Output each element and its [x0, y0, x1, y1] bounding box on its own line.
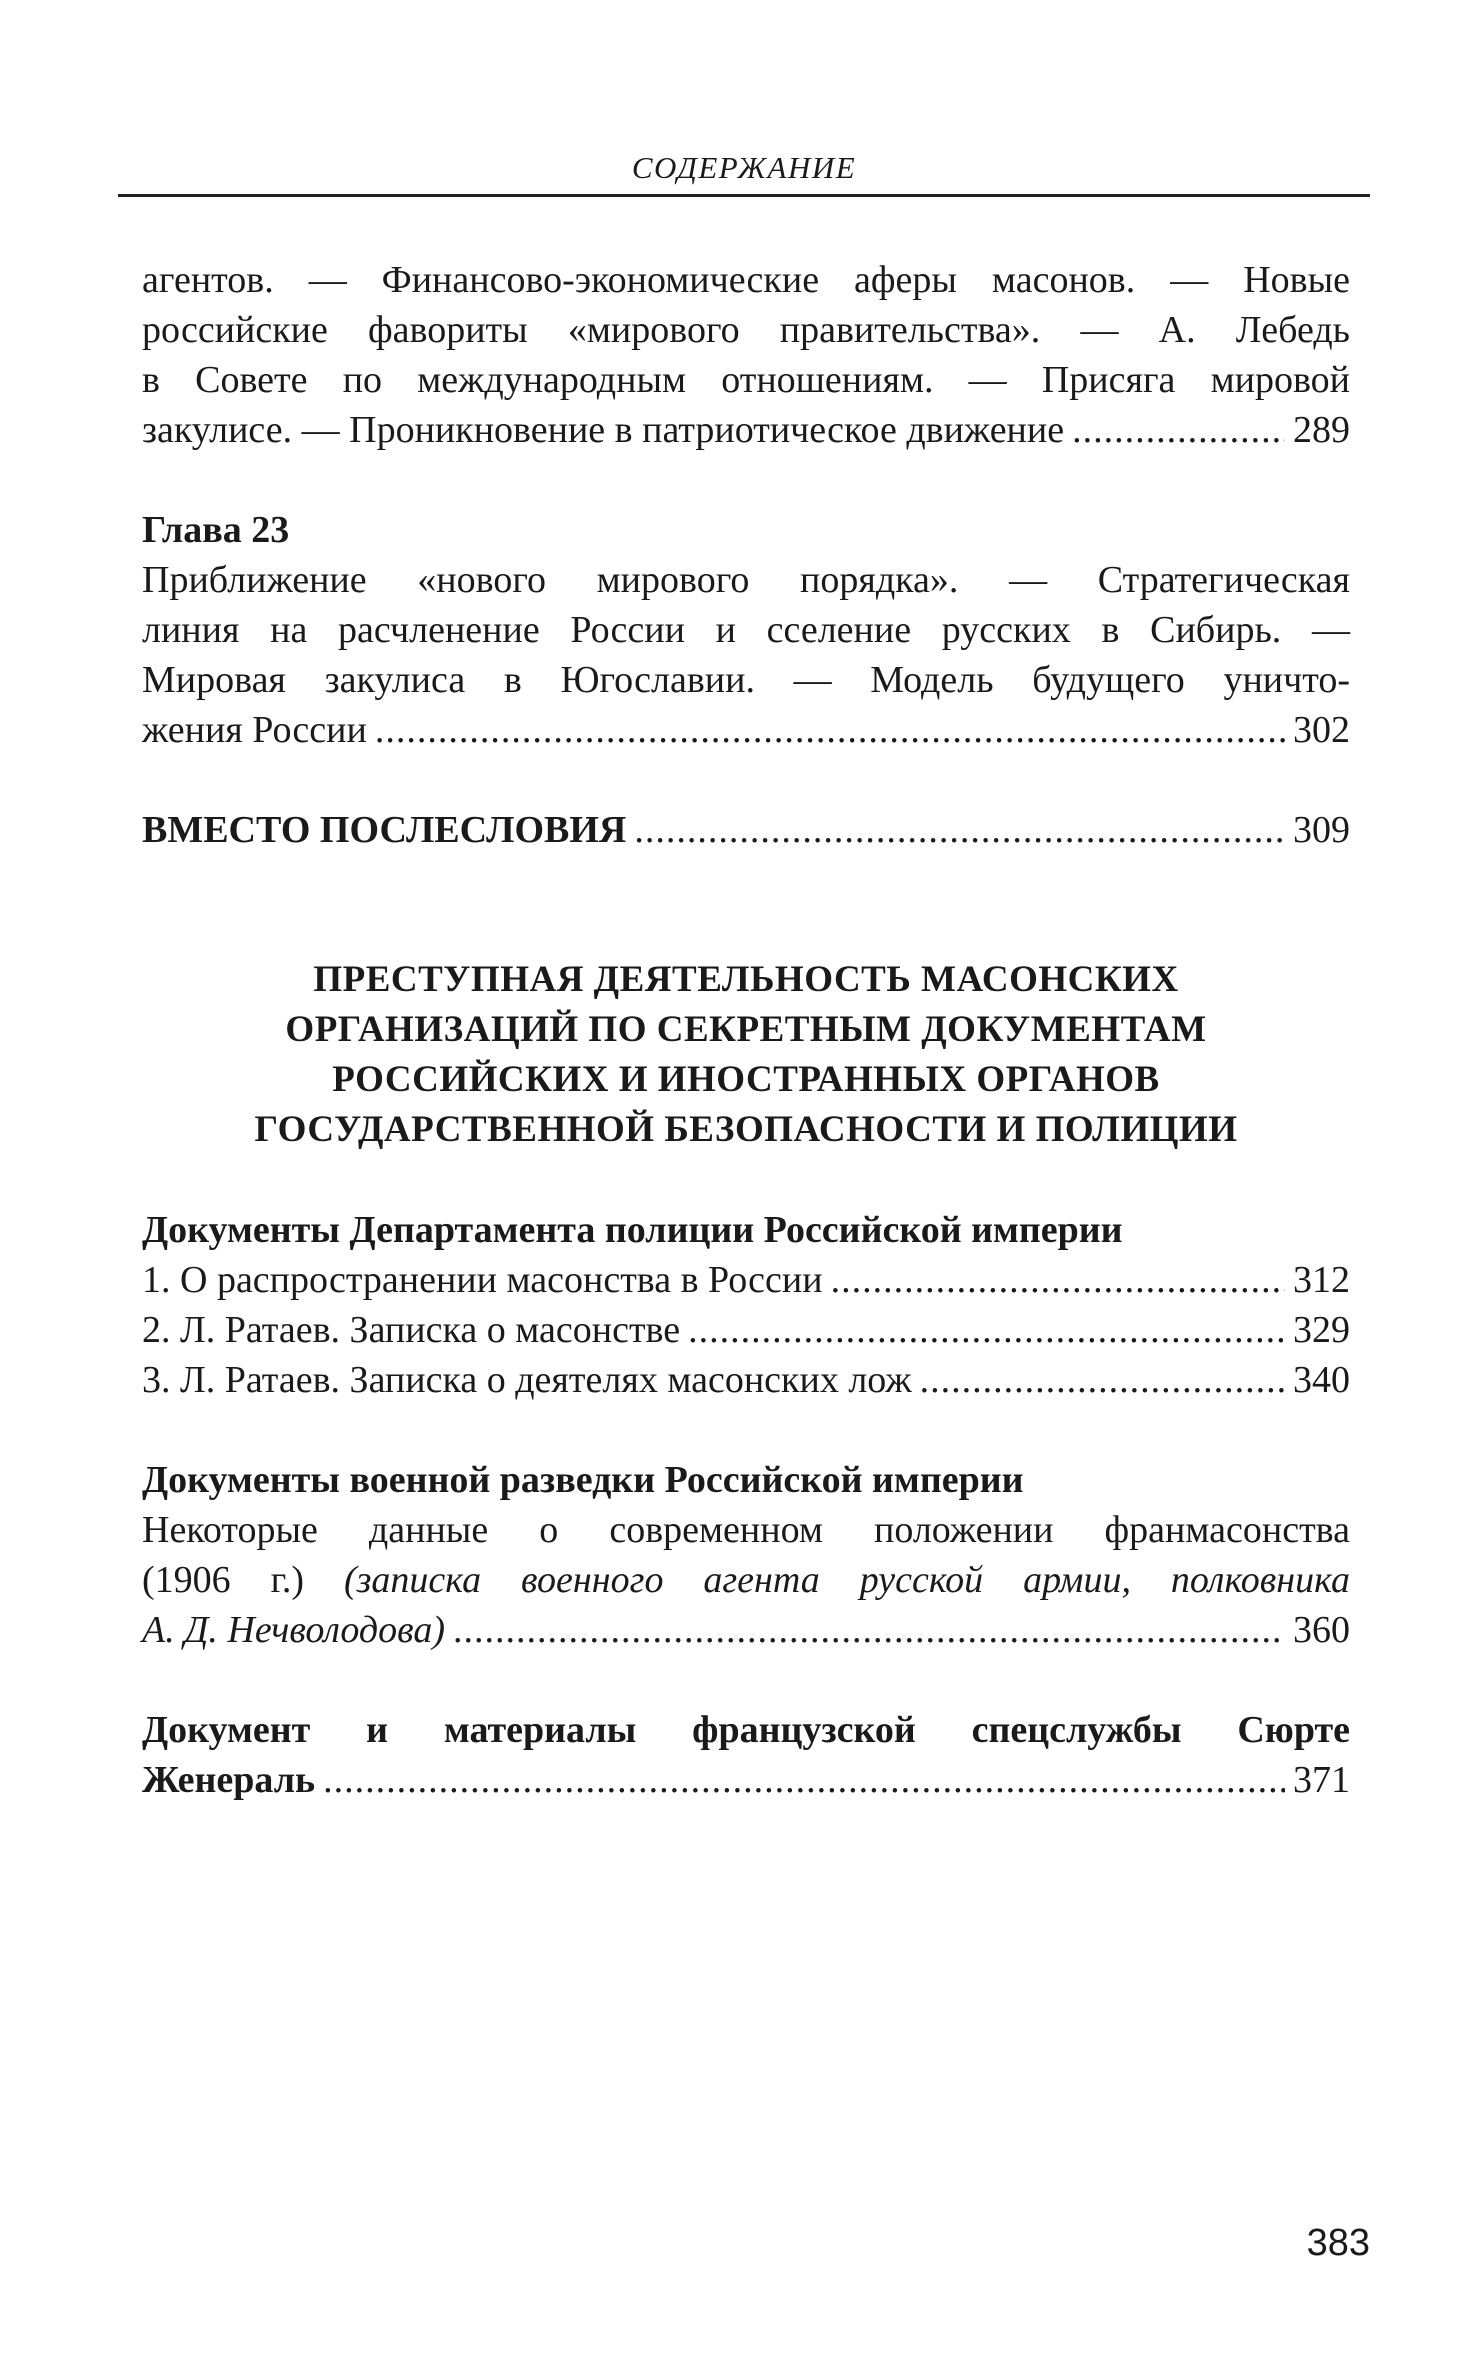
group-heading: Документ и материалы французской спецслужбы Сюрте: [142, 1709, 1350, 1751]
section-title-line: ГОСУДАРСТВЕННОЙ БЕЗОПАСНОСТИ И ПОЛИЦИИ: [254, 1109, 1238, 1150]
page-ref: 302: [1293, 709, 1350, 751]
toc-group-military: [142, 1455, 1350, 1655]
dot-leader: [920, 1355, 1285, 1405]
toc-line-italic: (записка военного агента русской армии, полковника: [343, 1559, 1350, 1601]
toc-entry-afterword: [142, 805, 1350, 855]
toc-line: российские фавориты «мирового правительства». — А. Лебедь: [142, 309, 1350, 351]
toc-group-police: [142, 1205, 1350, 1405]
toc-line-with-page: [142, 705, 1350, 755]
page-ref: 340: [1293, 1359, 1350, 1401]
dot-leader: [453, 1605, 1285, 1655]
running-head: СОДЕРЖАНИЕ: [631, 150, 857, 185]
page-ref: 360: [1293, 1609, 1350, 1651]
toc-entry-title: 1. О распространении масонства в России: [142, 1259, 823, 1301]
toc-entry: [142, 1355, 1350, 1405]
page-ref: 371: [1293, 1759, 1350, 1801]
toc-entry: [142, 1255, 1350, 1305]
dot-leader: [688, 1305, 1285, 1355]
toc-group-french: [142, 1705, 1350, 1805]
toc-line-with-page: [142, 1605, 1350, 1655]
toc-line: жения России: [142, 709, 367, 751]
header-rule: [118, 194, 1370, 197]
group-heading: Документы Департамента полиции Российской империи: [142, 1209, 1123, 1251]
toc-content: [142, 255, 1350, 1805]
dot-leader: [1072, 405, 1285, 455]
page-ref: 289: [1293, 409, 1350, 451]
toc-entry-title: 2. Л. Ратаев. Записка о масонстве: [142, 1309, 681, 1351]
group-heading-continued: Женераль: [142, 1759, 316, 1801]
toc-line-with-page: [142, 1755, 1350, 1805]
toc-entry-chapter-23: [142, 505, 1350, 755]
group-heading: Документы военной разведки Российской империи: [142, 1459, 1024, 1501]
page-ref: 309: [1293, 809, 1350, 851]
toc-line-italic: А. Д. Нечволодова): [142, 1609, 446, 1651]
section-title-line: ПРЕСТУПНАЯ ДЕЯТЕЛЬНОСТЬ МАСОНСКИХ: [313, 959, 1179, 1000]
dot-leader: [375, 705, 1285, 755]
toc-entry: [142, 1305, 1350, 1355]
section-title: [142, 955, 1350, 1155]
toc-line: агентов. — Финансово-экономические аферы масонов. — Новые: [142, 259, 1350, 301]
toc-line: закулисе. — Проникновение в патриотическое движение: [142, 409, 1065, 451]
page-number: 383: [1306, 2222, 1370, 2264]
toc-line: Мировая закулиса в Югославии. — Модель будущего уничто-: [142, 659, 1350, 701]
toc-line: линия на расчленение России и сселение русских в Сибирь. —: [142, 609, 1350, 651]
afterword-title: ВМЕСТО ПОСЛЕСЛОВИЯ: [142, 809, 627, 851]
page-ref: 329: [1293, 1309, 1350, 1351]
section-title-line: РОССИЙСКИХ И ИНОСТРАННЫХ ОРГАНОВ: [332, 1059, 1160, 1100]
page-ref: 312: [1293, 1259, 1350, 1301]
chapter-heading: Глава 23: [142, 509, 290, 551]
dot-leader: [323, 1755, 1285, 1805]
section-title-line: ОРГАНИЗАЦИЙ ПО СЕКРЕТНЫМ ДОКУМЕНТАМ: [285, 1009, 1207, 1050]
dot-leader: [634, 805, 1285, 855]
toc-line: Приближение «нового мирового порядка». — Стратегическая: [142, 559, 1350, 601]
toc-line: Некоторые данные о современном положении франмасонства: [142, 1509, 1350, 1551]
toc-entry-continuation: [142, 255, 1350, 455]
toc-line-mixed: [142, 1555, 1350, 1605]
dot-leader: [831, 1255, 1285, 1305]
toc-line-with-page: [142, 405, 1350, 455]
toc-entry-title: 3. Л. Ратаев. Записка о деятелях масонских лож: [142, 1359, 912, 1401]
toc-line: в Совете по международным отношениям. — Присяга мировой: [142, 359, 1350, 401]
toc-line-plain: (1906 г.): [142, 1559, 305, 1601]
